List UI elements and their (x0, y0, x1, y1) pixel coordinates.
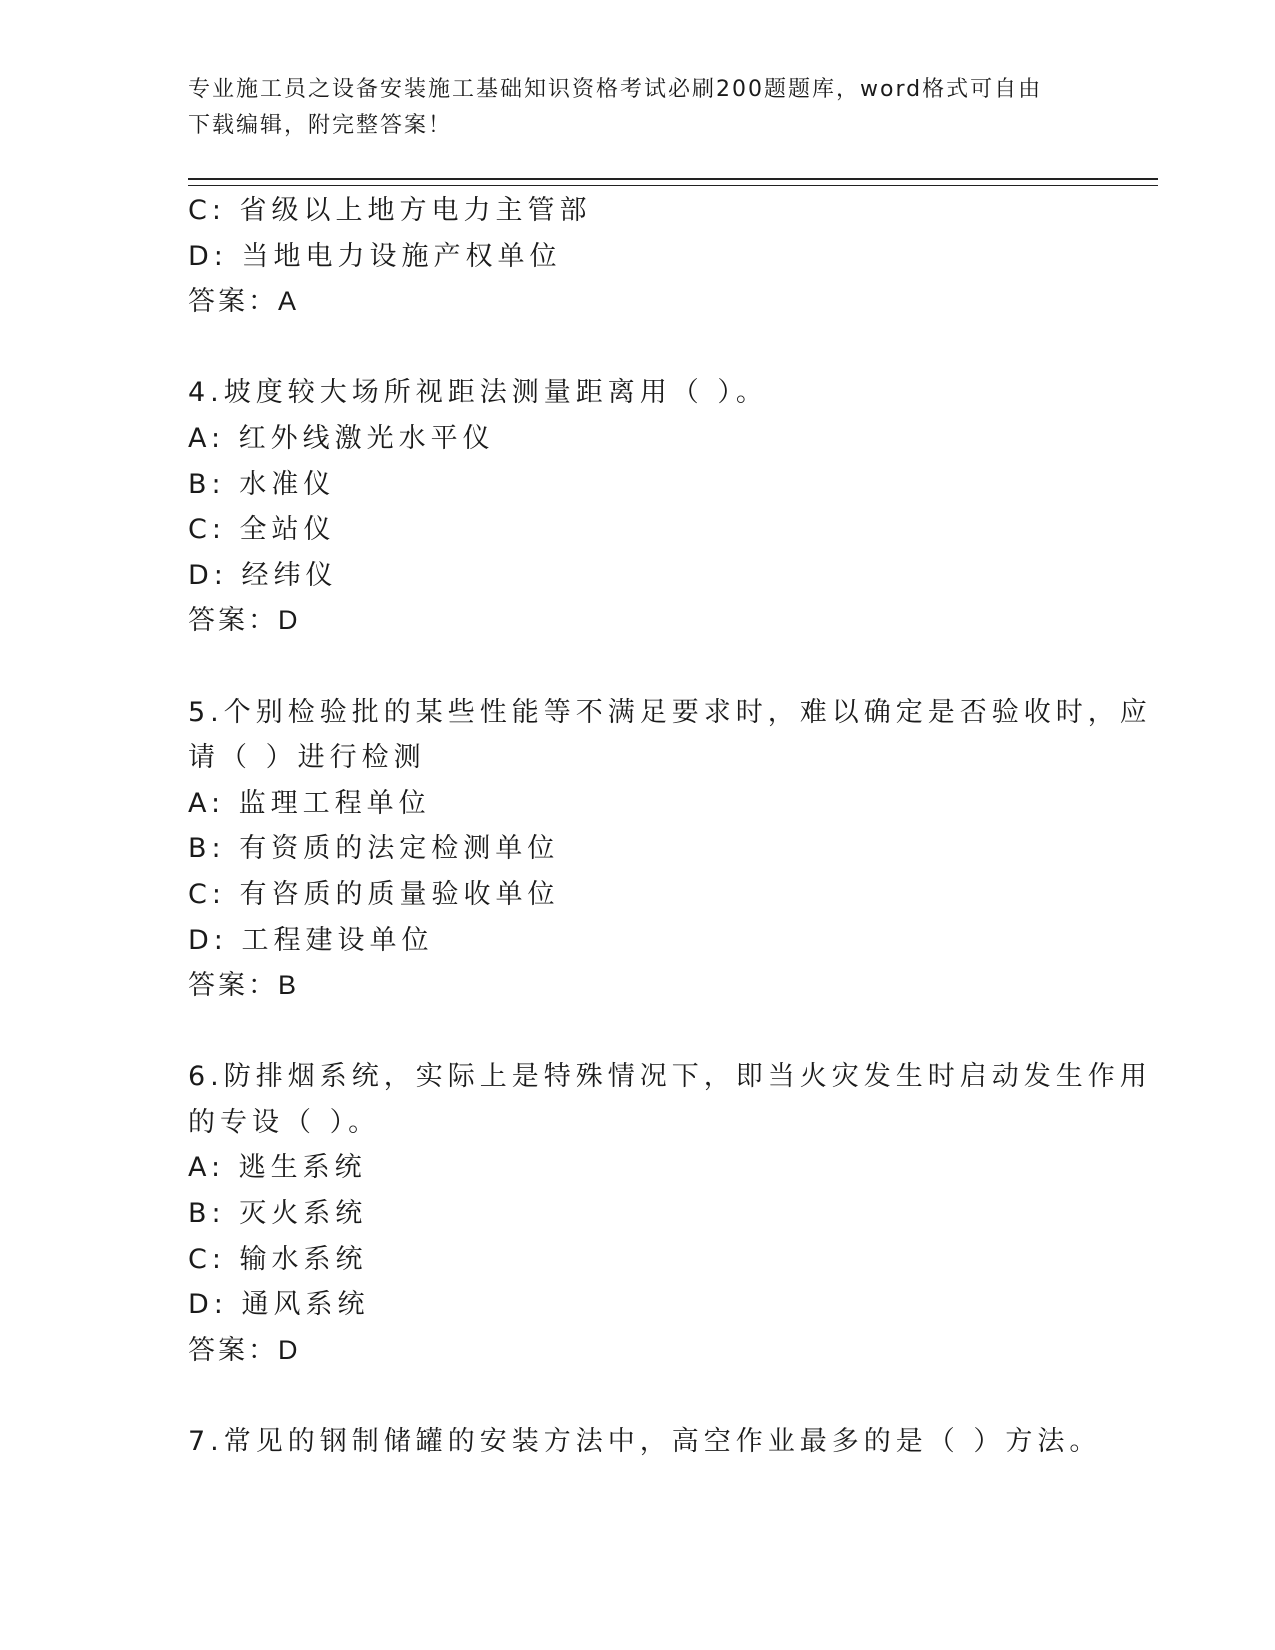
question-text-continued: 的专设（ ）。 (188, 1106, 381, 1138)
question-4 (188, 370, 1088, 644)
option-c: C: 全站仪 (188, 514, 336, 546)
option-c: C: 有咨质的质量验收单位 (188, 878, 560, 910)
question-5 (188, 690, 1152, 1009)
question-list (188, 188, 1152, 1465)
spacer (188, 1373, 1088, 1419)
option-d: D: 当地电力设施产权单位 (188, 240, 562, 272)
option-b: B: 水准仪 (188, 468, 336, 500)
option-a: A: 逃生系统 (188, 1152, 367, 1184)
question-7 (188, 1419, 1102, 1465)
option-d: D: 经纬仪 (188, 559, 338, 591)
answer: 答案：B (188, 970, 300, 1001)
partial-question (188, 188, 1088, 325)
option-d: D: 工程建设单位 (188, 924, 434, 956)
question-text: 5.个别检验批的某些性能等不满足要求时，难以确定是否验收时，应 (188, 696, 1152, 728)
option-d: D: 通风系统 (188, 1289, 370, 1321)
answer: 答案：D (188, 1334, 301, 1365)
question-text-continued: 请（ ）进行检测 (188, 742, 426, 774)
option-b: B: 有资质的法定检测单位 (188, 833, 560, 865)
spacer (188, 644, 1088, 690)
header-line-1: 专业施工员之设备安装施工基础知识资格考试必刷200题题库，word格式可自由 (188, 77, 1043, 102)
document-header (188, 72, 1068, 144)
spacer (188, 1009, 1088, 1055)
answer: 答案：A (188, 286, 300, 317)
question-text: 6.防排烟系统，实际上是特殊情况下，即当火灾发生时启动发生作用 (188, 1061, 1152, 1093)
option-c: C: 省级以上地方电力主管部 (188, 195, 592, 226)
spacer (188, 325, 1088, 371)
header-divider (188, 178, 1158, 186)
option-a: A: 红外线激光水平仪 (188, 422, 495, 454)
question-text: 4.坡度较大场所视距法测量距离用（ ）。 (188, 377, 768, 409)
option-a: A: 监理工程单位 (188, 787, 431, 819)
question-text: 7.常见的钢制储罐的安装方法中，高空作业最多的是（ ）方法。 (188, 1426, 1102, 1458)
option-c: C: 输水系统 (188, 1243, 368, 1275)
answer: 答案：D (188, 605, 301, 636)
option-b: B: 灭火系统 (188, 1198, 368, 1230)
header-line-2: 下载编辑，附完整答案！ (188, 113, 453, 138)
question-6 (188, 1054, 1152, 1373)
